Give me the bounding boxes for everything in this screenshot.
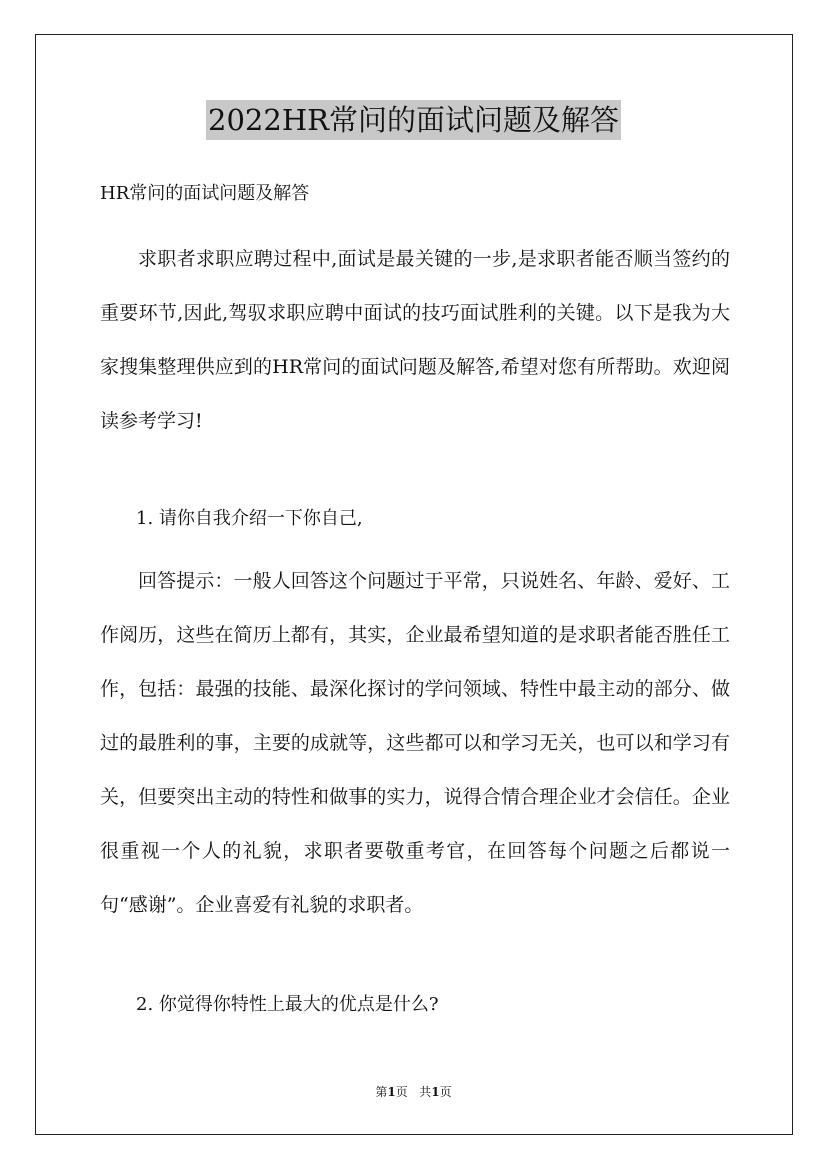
total-pages: 1 bbox=[431, 1085, 440, 1099]
title-container bbox=[0, 100, 827, 140]
intro-paragraph: 求职者求职应聘过程中,面试是最关键的一步,是求职者能否顺当签约的重要环节,因此,驾驭求职应聘中面试的技巧面试胜利的关键。以下是我为大家搜集整理供应到的HR常问的面试问题及解答,希望对您有所帮助。欢迎阅读参考学习! bbox=[100, 248, 730, 432]
page-footer bbox=[0, 1082, 827, 1102]
footer-gap bbox=[408, 1085, 419, 1099]
question-1: 1. 请你自我介绍一下你自己, bbox=[136, 508, 363, 529]
total-suffix: 页 bbox=[439, 1085, 452, 1099]
document-subtitle: HR常问的面试问题及解答 bbox=[100, 183, 310, 204]
document-title: 2022HR常问的面试问题及解答 bbox=[206, 100, 621, 140]
answer-1-paragraph: 回答提示：一般人回答这个问题过于平常，只说姓名、年龄、爱好、工作阅历，这些在简历上都有，其实，企业最希望知道的是求职者能否胜任工作，包括：最强的技能、最深化探讨的学问领域、特性中最主动的部分、做过的最胜利的事，主要的成就等，这些都可以和学习无关，也可以和学习有关，但要突出主动的特性和做事的实力，说得合情合理企业才会信任。企业很重视一个人的礼貌，求职者要敬重考官，在回答每个问题之后都说一句“感谢”。企业喜爱有礼貌的求职者。 bbox=[100, 570, 730, 916]
total-prefix: 共 bbox=[419, 1085, 432, 1099]
page-number: 1 bbox=[387, 1085, 396, 1099]
question-2: 2. 你觉得你特性上最大的优点是什么? bbox=[136, 994, 439, 1015]
page-prefix: 第 bbox=[375, 1085, 388, 1099]
page-suffix: 页 bbox=[395, 1085, 408, 1099]
